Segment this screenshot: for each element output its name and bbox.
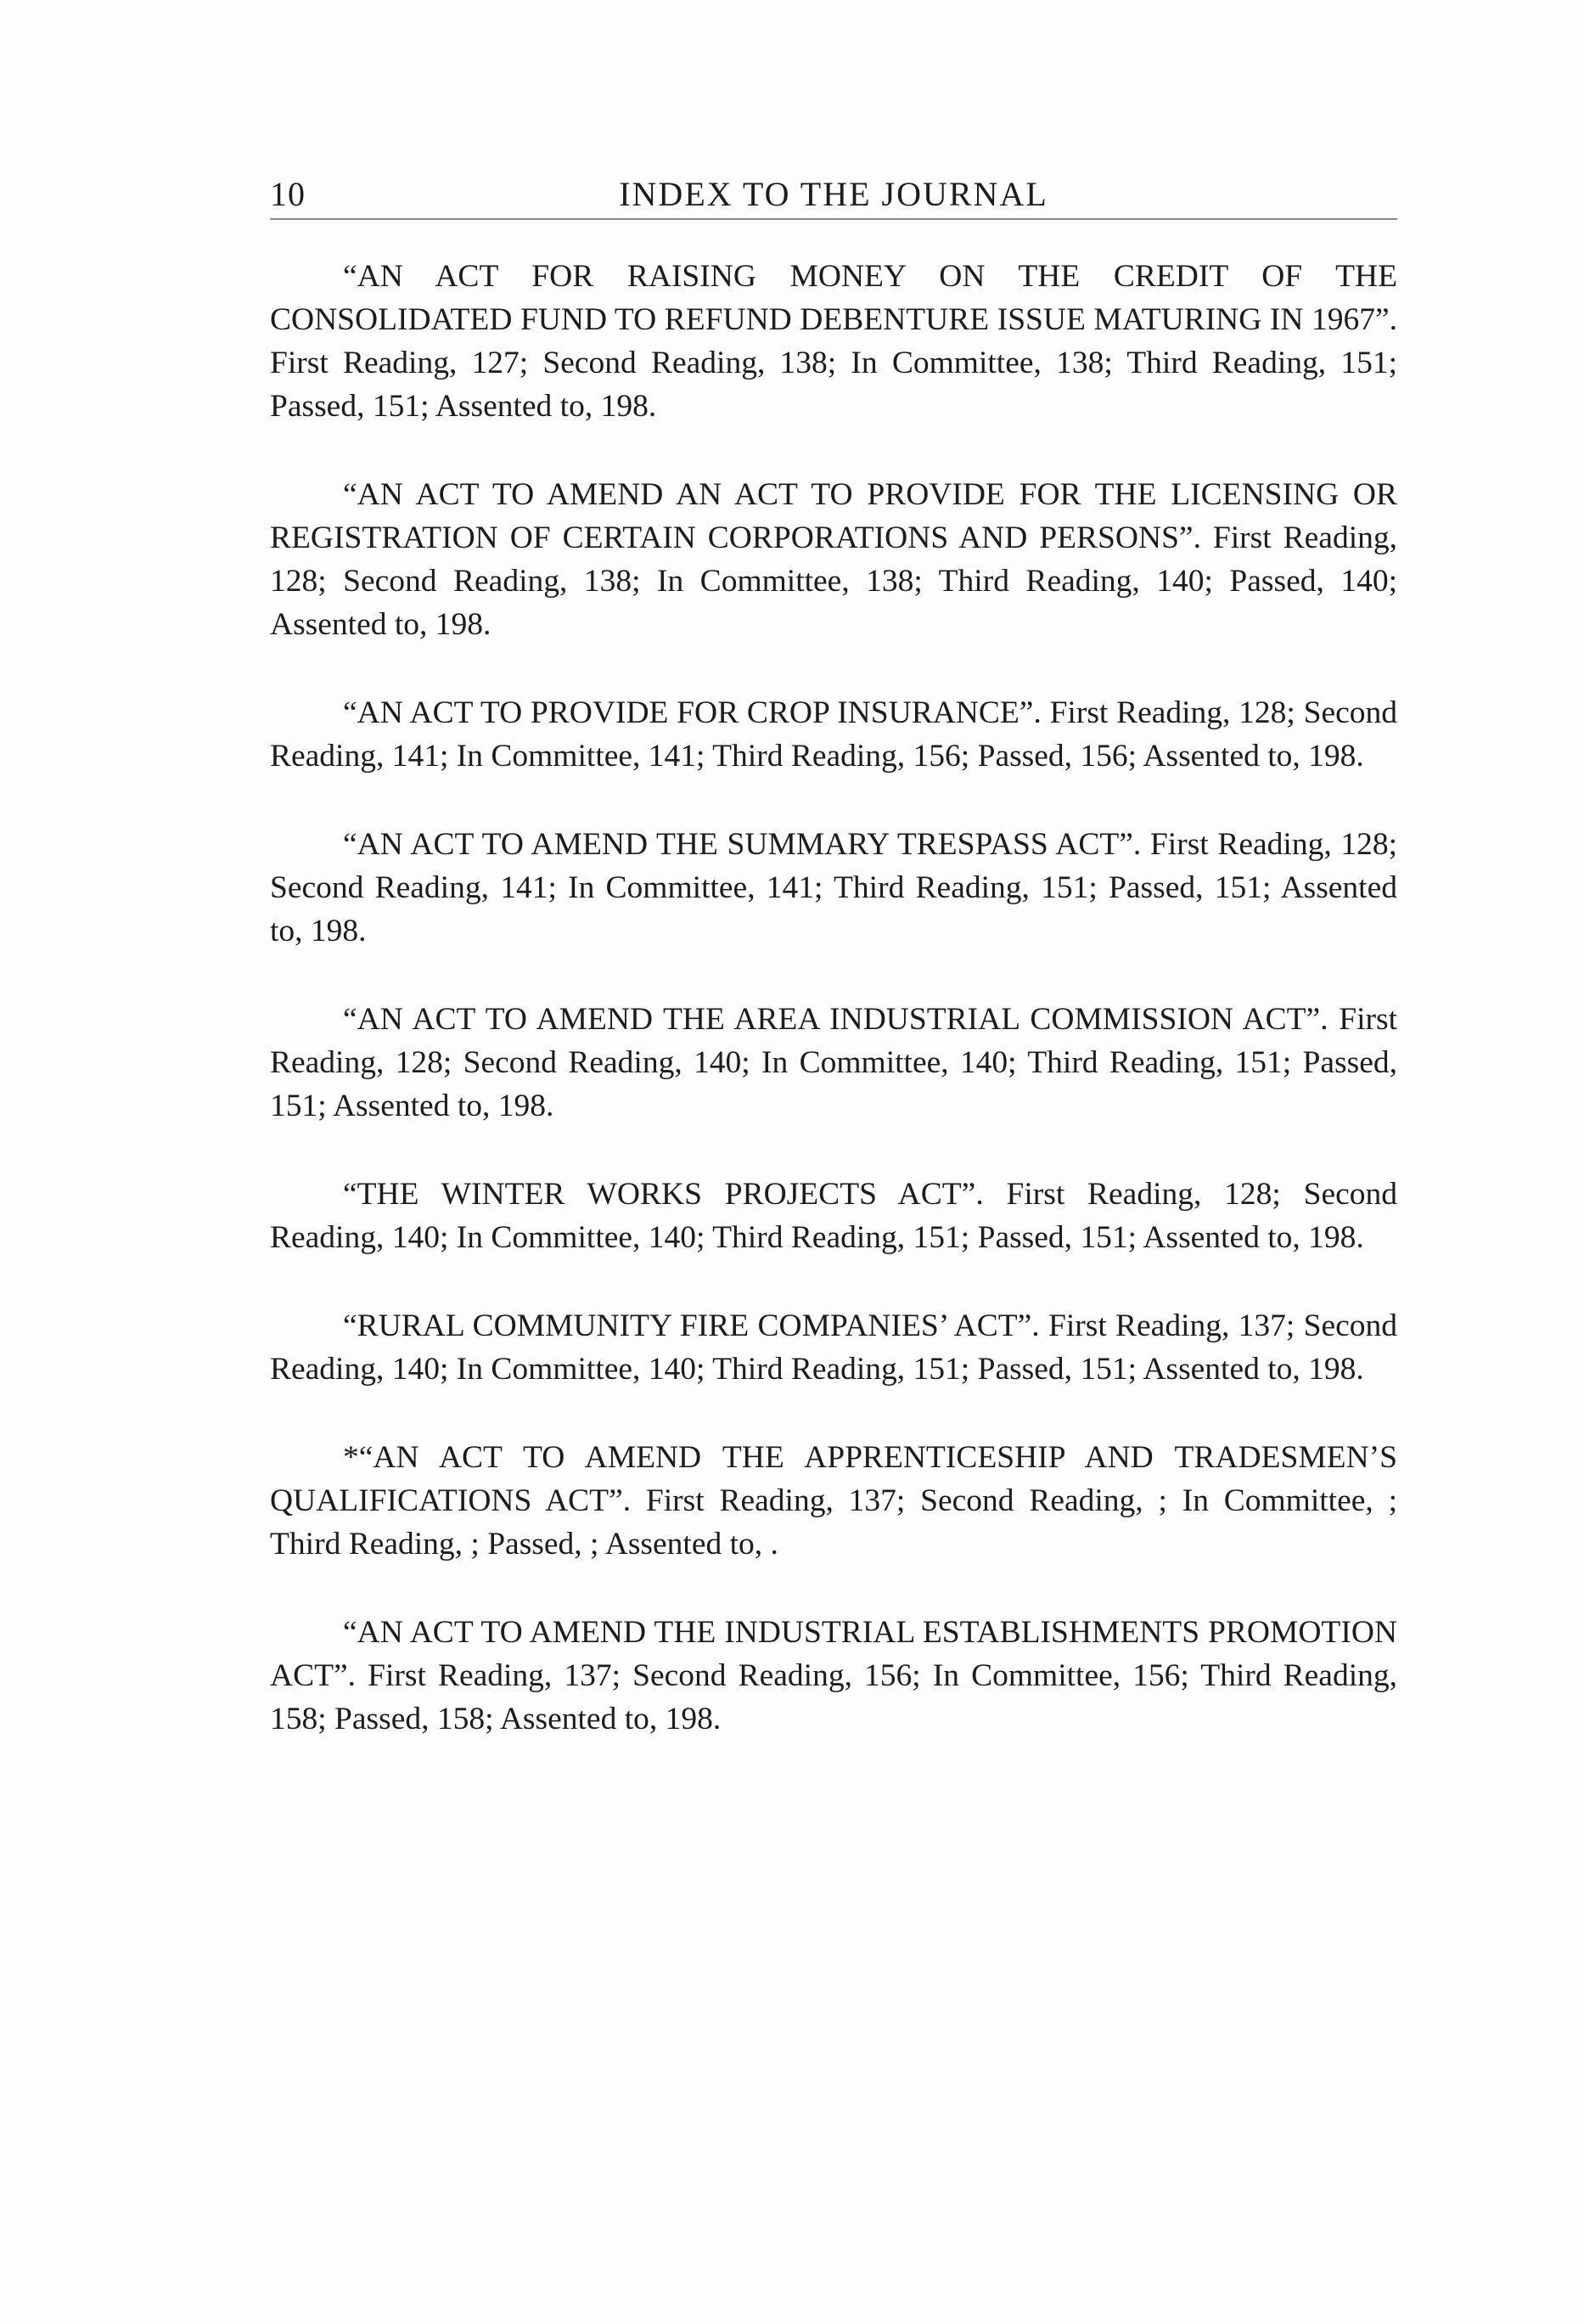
- index-entry-rural-fire-companies: “RURAL COMMUNITY FIRE COMPANIES’ ACT”. First Reading, 137; Second Reading, 140; In Committee, 140; Third Reading, 151; Passed, 151; Assented to, 198.: [270, 1308, 1397, 1387]
- index-entry-apprenticeship: *“AN ACT TO AMEND THE APPRENTICESHIP AND TRADESMEN’S QUALIFICATIONS ACT”. First Reading, 137; Second Reading, ; In Committee, ; Third Reading, ; Passed, ; Assented to, .: [270, 1440, 1397, 1562]
- index-entry-industrial-establishments: “AN ACT TO AMEND THE INDUSTRIAL ESTABLISHMENTS PROMOTION ACT”. First Reading, 137; Second Reading, 156; In Committee, 156; Third Reading, 158; Passed, 158; Assented to, 198.: [270, 1615, 1397, 1736]
- index-entry-area-industrial-commission: “AN ACT TO AMEND THE AREA INDUSTRIAL COMMISSION ACT”. First Reading, 128; Second Reading, 140; In Committee, 140; Third Reading, 151; Passed, 151; Assented to, 198.: [270, 1002, 1397, 1123]
- index-entry-summary-trespass: “AN ACT TO AMEND THE SUMMARY TRESPASS ACT”. First Reading, 128; Second Reading, 141; In Committee, 141; Third Reading, 151; Passed, 151; Assented to, 198.: [270, 827, 1397, 948]
- index-entry-crop-insurance: “AN ACT TO PROVIDE FOR CROP INSURANCE”. First Reading, 128; Second Reading, 141; In Committee, 141; Third Reading, 156; Passed, 156; Assented to, 198.: [270, 695, 1397, 774]
- index-entry-licensing-registration: “AN ACT TO AMEND AN ACT TO PROVIDE FOR THE LICENSING OR REGISTRATION OF CERTAIN CORPORATIONS AND PERSONS”. First Reading, 128; Second Reading, 138; In Committee, 138; Third Reading, 140; Passed, 140; Assented to, 198.: [270, 477, 1397, 642]
- header-rule: [270, 218, 1397, 220]
- page-header: [270, 174, 1397, 220]
- index-entry-winter-works: “THE WINTER WORKS PROJECTS ACT”. First Reading, 128; Second Reading, 140; In Committee, 140; Third Reading, 151; Passed, 151; Assented to, 198.: [270, 1177, 1397, 1255]
- index-entry-debenture-issue: “AN ACT FOR RAISING MONEY ON THE CREDIT OF THE CONSOLIDATED FUND TO REFUND DEBENTURE ISSUE MATURING IN 1967”. First Reading, 127; Second Reading, 138; In Committee, 138; Third Reading, 151; Passed, 151; Assented to, 198.: [270, 259, 1397, 424]
- page-number: 10: [270, 175, 306, 213]
- index-entries: [270, 255, 1397, 1786]
- running-title: INDEX TO THE JOURNAL: [619, 175, 1048, 213]
